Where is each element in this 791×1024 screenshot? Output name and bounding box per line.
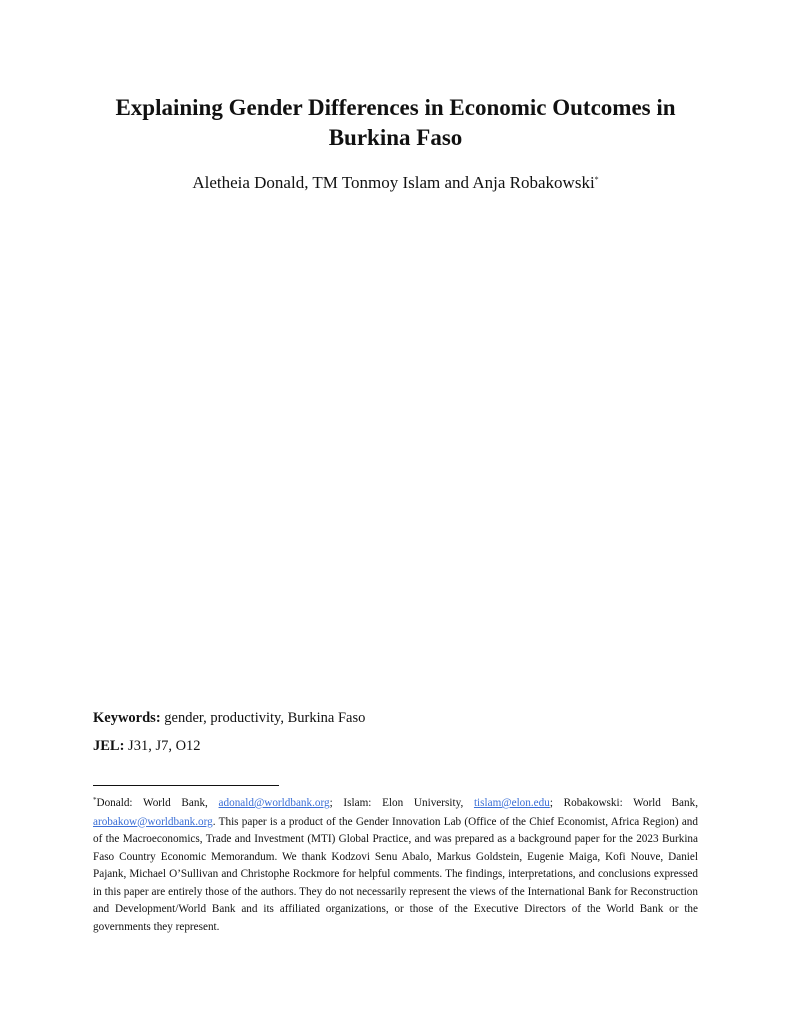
keywords-label: Keywords:	[93, 710, 161, 726]
footnote-text-1: Donald: World Bank,	[96, 797, 219, 809]
author-footnote-mark: *	[594, 175, 599, 184]
author-names: Aletheia Donald, TM Tonmoy Islam and Anja Robakowski	[192, 173, 595, 192]
footnote-text-3: ; Robakowski: World Bank,	[549, 797, 698, 809]
jel-label: JEL:	[93, 738, 125, 754]
footnote-mark: *	[93, 796, 97, 804]
jel-value: J31, J7, O12	[124, 738, 201, 754]
paper-title	[60, 93, 731, 153]
email-link-robakowski[interactable]: arobakow@worldbank.org	[93, 815, 213, 828]
jel-line	[93, 737, 713, 755]
keywords-line	[93, 709, 713, 727]
title-line-1: Explaining Gender Differences in Economic Outcomes in	[115, 95, 676, 120]
author-footnote	[93, 795, 698, 936]
footnote-text-4: . This paper is a product of the Gender Innovation Lab (Office of the Chief Economist, Africa Region) and of the Macroeconomics, Trade and Investment (MTI) Global Practice, and was prepared as a background paper for the 2023 Burkina Faso Country Economic Memorandum. We thank Kodzovi Senu Abalo, Markus Goldstein, Eugenie Maiga, Kofi Nouve, Daniel Pajank, Michael O’Sullivan and Christophe Rockmore for helpful comments. The findings, interpretations, and conclusions expressed in this paper are entirely those of the authors. They do not necessarily represent the views of the International Bank for Reconstruction and Development/World Bank and its affiliated organizations, or those of the Executive Directors of the World Bank or the governments they represent.	[93, 815, 698, 933]
footnote-separator	[93, 785, 279, 786]
title-line-2: Burkina Faso	[328, 125, 463, 150]
author-list	[60, 172, 731, 197]
footnote-text-2: ; Islam: Elon University,	[329, 797, 474, 809]
email-link-donald[interactable]: adonald@worldbank.org	[218, 797, 330, 809]
email-link-islam[interactable]: tislam@elon.edu	[473, 797, 550, 809]
keywords-value: gender, productivity, Burkina Faso	[160, 710, 366, 726]
